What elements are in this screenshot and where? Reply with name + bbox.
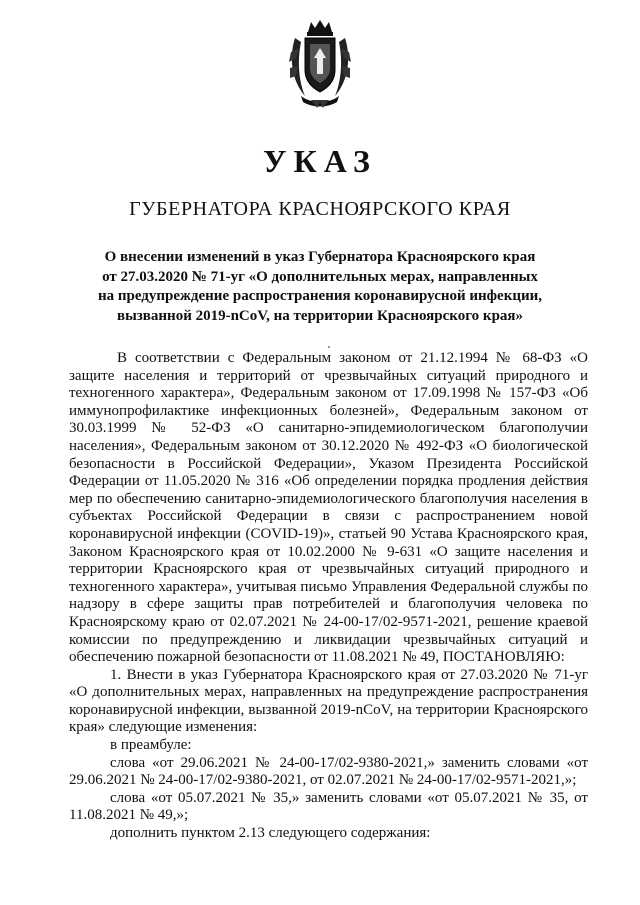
document-heading <box>80 248 560 326</box>
heading-line: на предупреждение распространения коронавирусной инфекции, <box>97 288 543 304</box>
replace-paragraph-2: слова «от 05.07.2021 № 35,» заменить словами «от 05.07.2021 № 35, от 11.08.2021 № 49,»; <box>69 789 588 824</box>
heading-line: О внесении изменений в указ Губернатора Красноярского края <box>104 249 536 265</box>
item-1-paragraph: 1. Внести в указ Губернатора Красноярского края от 27.03.2020 № 71-уг «О дополнительных мерах, направленных на предупреждение распространения коронавирусной инфекции, вызванной 2019-nCoV, на территории Красноярского края» следующие изменения: <box>69 666 588 736</box>
supplement-paragraph: дополнить пунктом 2.13 следующего содержания: <box>110 825 431 842</box>
document-body <box>69 350 588 843</box>
coat-of-arms-icon <box>287 18 353 110</box>
replace-paragraph-1: слова «от 29.06.2021 № 24-00-17/02-9380-2021,» заменить словами «от 29.06.2021 № 24-00-17/02-9380-2021, от 02.07.2021 № 24-00-17/02-9571-2021,»; <box>69 754 588 789</box>
scan-dot <box>328 346 330 348</box>
preamble-label: в преамбуле: <box>110 737 192 754</box>
heading-line: от 27.03.2020 № 71-уг «О дополнительных мерах, направленных <box>102 268 538 285</box>
heading-line: вызванной 2019-nCoV, на территории Красноярского края» <box>116 307 524 324</box>
document-subtitle: ГУБЕРНАТОРА КРАСНОЯРСКОГО КРАЯ <box>129 198 511 220</box>
document-title: УКАЗ <box>263 143 377 179</box>
preamble-paragraph: В соответствии с Федеральным законом от 21.12.1994 № 68-ФЗ «О защите населения и территорий от чрезвычайных ситуаций природного и техногенного характера», Федеральным законом от 17.09.1998 № 157-ФЗ «Об иммунопрофилактике инфекционных болезней», Федеральным законом от 30.03.1999 № 52-ФЗ «О санитарно-эпидемиологическом благополучии населения», Федеральным законом от 30.12.2020 № 492-ФЗ «О биологической безопасности в Российской Федерации», Указом Президента Российской Федерации от 11.05.2020 № 316 «Об определении порядка продления действия мер по обеспечению санитарно-эпидемиологического благополучия населения в субъектах Российской Федерации в связи с распространением новой коронавирусной инфекции (COVID-19)», статьей 90 Устава Красноярского края, Законом Красноярского края от 10.02.2000 № 9-631 «О защите населения и территории Красноярского края от чрезвычайных ситуаций природного и техногенного характера», учитывая письмо Управления Федеральной службы по надзору в сфере защиты прав потребителей и благополучия человека по Красноярскому краю от 02.07.2021 № 24-00-17/02-9571-2021, решение краевой комиссии по предупреждению и ликвидации чрезвычайных ситуаций и обеспечению пожарной безопасности от 11.08.2021 № 49, ПОСТАНОВЛЯЮ: <box>69 350 588 666</box>
